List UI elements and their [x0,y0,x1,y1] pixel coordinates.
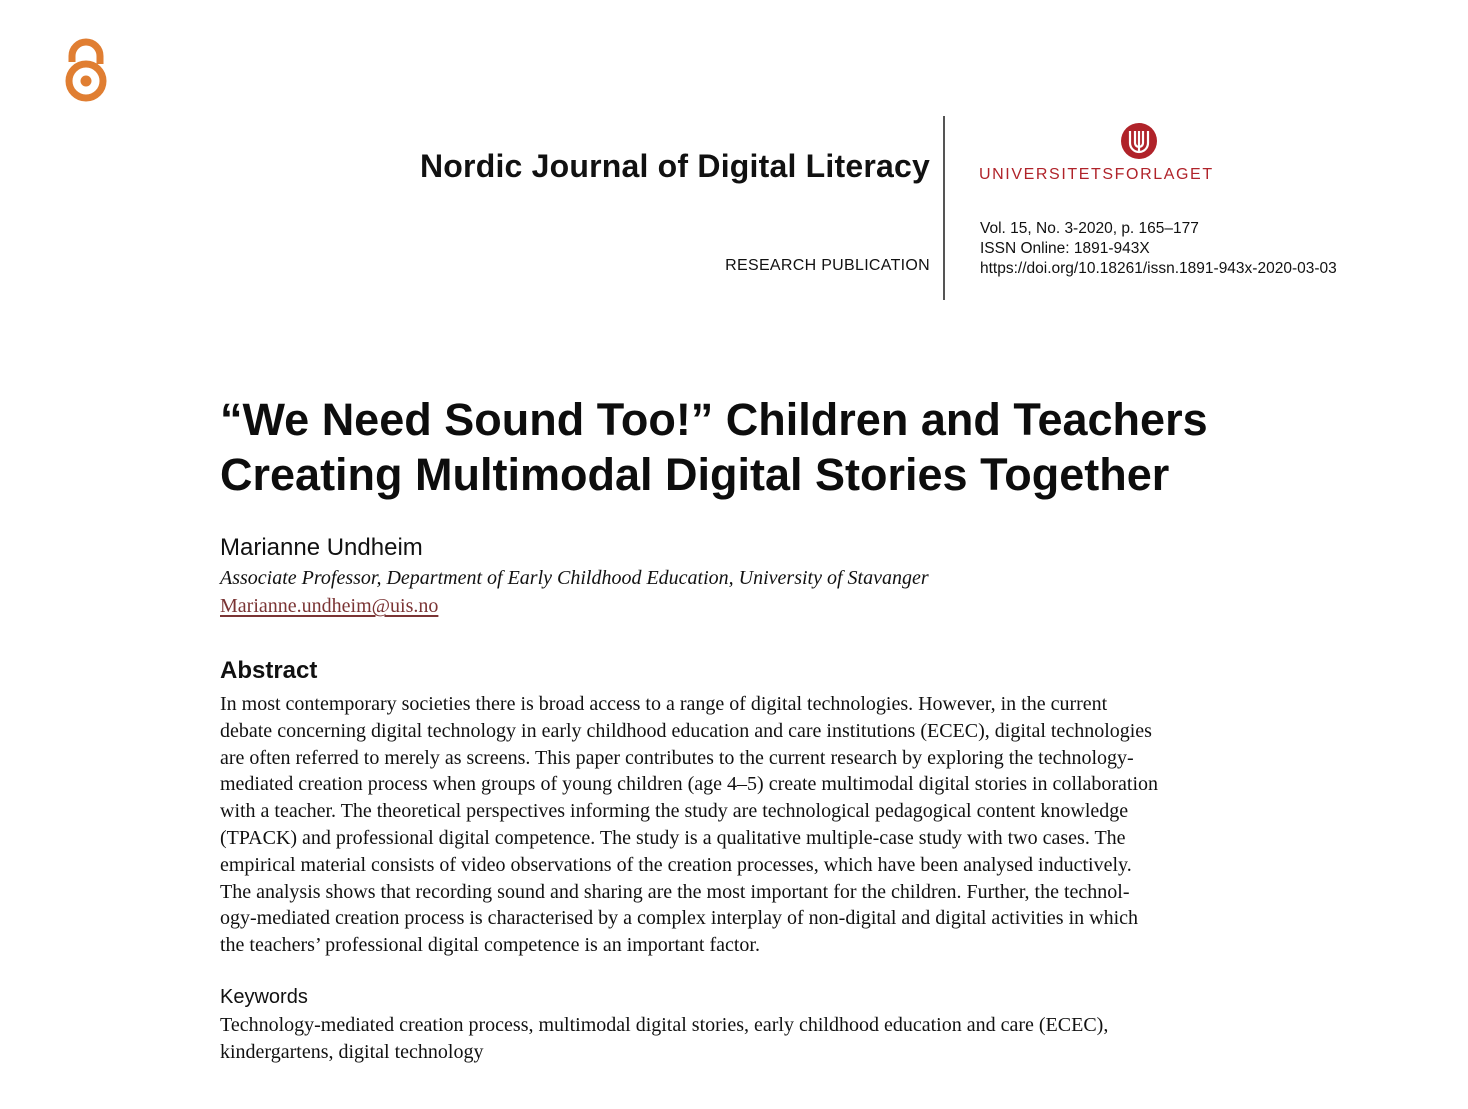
abstract-line: empirical material consists of video observations of the creation processes, which have been analysed inductively. [220,853,1132,876]
publisher-name: UNIVERSITETSFORLAGET [979,166,1214,183]
publication-metadata [980,219,1337,279]
article-title-line: Creating Multimodal Digital Stories Together [220,449,1170,500]
author-affiliation: Associate Professor, Department of Early Childhood Education, University of Stavanger [220,567,929,589]
journal-title: Nordic Journal of Digital Literacy [419,148,930,184]
issn-info: ISSN Online: 1891-943X [980,240,1150,257]
keywords-body [220,1012,1250,1065]
abstract-line: The analysis shows that recording sound and sharing are the most important for the children. Further, the technol- [220,880,1130,903]
abstract-line: the teachers’ professional digital competence is an important factor. [220,934,760,957]
abstract-line: ogy-mediated creation process is characterised by a complex interplay of non-digital and digital activities in which [220,907,1139,930]
open-access-lock-icon [62,34,110,104]
abstract-line: with a teacher. The theoretical perspectives informing the study are technological pedagogical content knowledge [220,800,1129,823]
abstract-line: debate concerning digital technology in early childhood education and care institutions (ECEC), digital technologies [220,719,1152,742]
doi-link[interactable]: https://doi.org/10.18261/issn.1891-943x-2020-03-03 [980,260,1337,277]
abstract-line: are often referred to merely as screens. This paper contributes to the current research by exploring the technology- [220,746,1134,769]
abstract-line: In most contemporary societies there is broad access to a range of digital technologies. However, in the current [220,693,1108,715]
keywords-heading: Keywords [220,986,308,1008]
abstract-body [220,691,1250,959]
author-email-link[interactable]: Marianne.undheim@uis.no [220,595,439,617]
keywords-line: kindergartens, digital technology [220,1040,484,1063]
header-divider [943,116,945,300]
article-title-line: “We Need Sound Too!” Children and Teachers [220,394,1208,445]
keywords-line: Technology-mediated creation process, multimodal digital stories, early childhood education and care (ECEC), [220,1014,1109,1036]
universitetsforlaget-logo-icon [1121,123,1157,159]
author-name: Marianne Undheim [220,534,423,561]
publication-type: RESEARCH PUBLICATION [725,257,930,274]
abstract-line: mediated creation process when groups of young children (age 4–5) create multimodal digital stories in collaboration [220,773,1159,796]
article-title [220,392,1280,502]
abstract-line: (TPACK) and professional digital competence. The study is a qualitative multiple-case study with two cases. The [220,826,1126,849]
abstract-heading: Abstract [220,657,318,684]
volume-info: Vol. 15, No. 3-2020, p. 165–177 [980,220,1199,237]
